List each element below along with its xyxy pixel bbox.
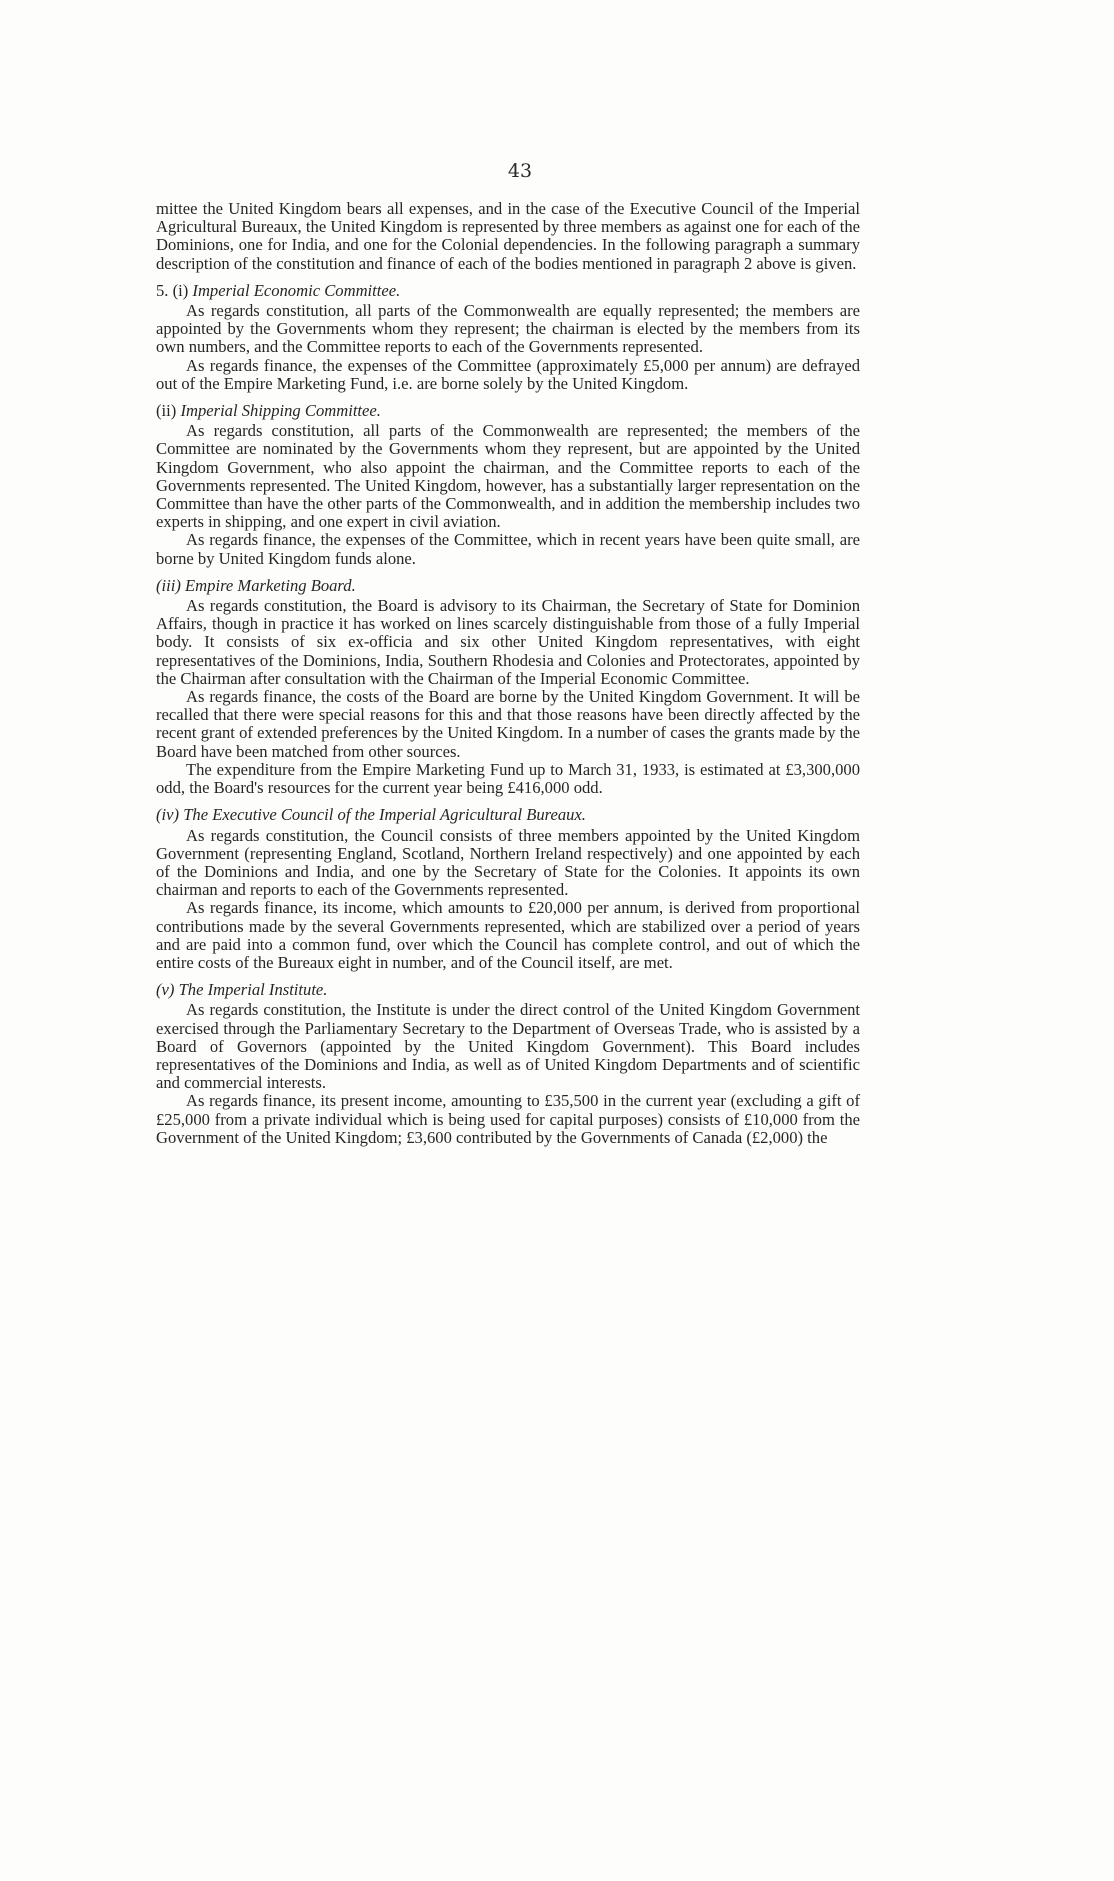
section-heading-1	[156, 282, 860, 300]
page-number: 43	[507, 160, 533, 182]
section-heading-4	[156, 806, 860, 824]
section-paragraph: As regards finance, its present income, amounting to £35,500 in the current year (excluding a gift of £25,000 from a private individual which is being used for capital purposes) consists of £10,000 from the Government of the United Kingdom; £3,600 contributed by the Governments of Canada (£2,000) the	[156, 1091, 860, 1147]
section-title: The Executive Council of the Imperial Agricultural Bureaux.	[183, 805, 586, 825]
section-paragraph: As regards finance, the expenses of the Committee (approximately £5,000 per annum) are defrayed out of the Empire Marketing Fund, i.e. are borne solely by the United Kingdom.	[156, 355, 860, 393]
section-number: 5. (i)	[156, 280, 189, 300]
section-heading-3	[156, 577, 860, 595]
section-paragraph: As regards constitution, all parts of the Commonwealth are equally represented; the members are appointed by the Governments whom they represent; the chairman is elected by the members from its own numbers, and the Committee reports to each of the Governments represented.	[156, 301, 860, 357]
section-number: (iii)	[156, 575, 181, 595]
section-paragraph: The expenditure from the Empire Marketing Fund up to March 31, 1933, is estimated at £3,300,000 odd, the Board's resources for the current year being £416,000 odd.	[156, 759, 860, 798]
section-title: The Imperial Institute.	[178, 980, 328, 1000]
section-title: Imperial Shipping Committee.	[180, 401, 381, 421]
body-text	[156, 200, 860, 1147]
section-title: Empire Marketing Board.	[185, 575, 356, 595]
section-title: Imperial Economic Committee.	[192, 280, 401, 300]
section-paragraph: As regards constitution, the Council consists of three members appointed by the United Kingdom Government (representing England, Scotland, Northern Ireland respectively) and one appointed by each of the Dominions and India, and one by the Secretary of State for the Colonies. It appoints its own chairman and reports to each of the Governments represented.	[156, 825, 860, 900]
section-paragraph: As regards finance, its income, which amounts to £20,000 per annum, is derived from proportional contributions made by the several Governments represented, which are stabilized over a period of years and are paid into a common fund, over which the Council has complete control, and out of which the entire costs of the Bureaux eight in number, and of the Council itself, are met.	[156, 898, 860, 972]
section-number: (iv)	[156, 805, 180, 825]
intro-paragraph: mittee the United Kingdom bears all expenses, and in the case of the Executive Council of the Imperial Agricultural Bureaux, the United Kingdom is represented by three members as against one for each of the Dominions, one for India, and one for the Colonial dependencies. In the following paragraph a summary description of the constitution and finance of each of the bodies mentioned in paragraph 2 above is given.	[156, 199, 860, 273]
section-paragraph: As regards constitution, the Institute is under the direct control of the United Kingdom Government exercised through the Parliamentary Secretary to the Department of Overseas Trade, who is assisted by a Board of Governors (appointed by the United Kingdom Government). This Board includes representatives of the Dominions and India, as well as of United Kingdom Departments and of scientific and commercial interests.	[156, 1000, 860, 1093]
section-heading-5	[156, 981, 860, 999]
section-number: (ii)	[156, 401, 177, 421]
section-paragraph: As regards constitution, the Board is advisory to its Chairman, the Secretary of State for Dominion Affairs, though in practice it has worked on lines scarcely distinguishable from those of a fully Imperial body. It consists of six ex-officia and six other United Kingdom representatives, with eight representatives of the Dominions, India, Southern Rhodesia and Colonies and Protectorates, appointed by the Chairman after consultation with the Chairman of the Imperial Economic Committee.	[156, 596, 860, 688]
section-paragraph: As regards finance, the costs of the Board are borne by the United Kingdom Government. It will be recalled that there were special reasons for this and that those reasons have been directly affected by the recent grant of extended preferences by the United Kingdom. In a number of cases the grants made by the Board have been matched from other sources.	[156, 687, 860, 761]
section-heading-2	[156, 402, 860, 420]
section-paragraph: As regards constitution, all parts of the Commonwealth are represented; the members of the Committee are nominated by the Governments whom they represent, but are appointed by the United Kingdom Government, who also appoint the chairman, and the Committee reports to each of the Governments represented. The United Kingdom, however, has a substantially larger representation on the Committee than have the other parts of the Commonwealth, and in addition the membership includes two experts in shipping, and one expert in civil aviation.	[156, 421, 860, 532]
section-paragraph: As regards finance, the expenses of the Committee, which in recent years have been quite small, are borne by United Kingdom funds alone.	[156, 530, 860, 568]
section-number: (v)	[156, 980, 175, 1000]
